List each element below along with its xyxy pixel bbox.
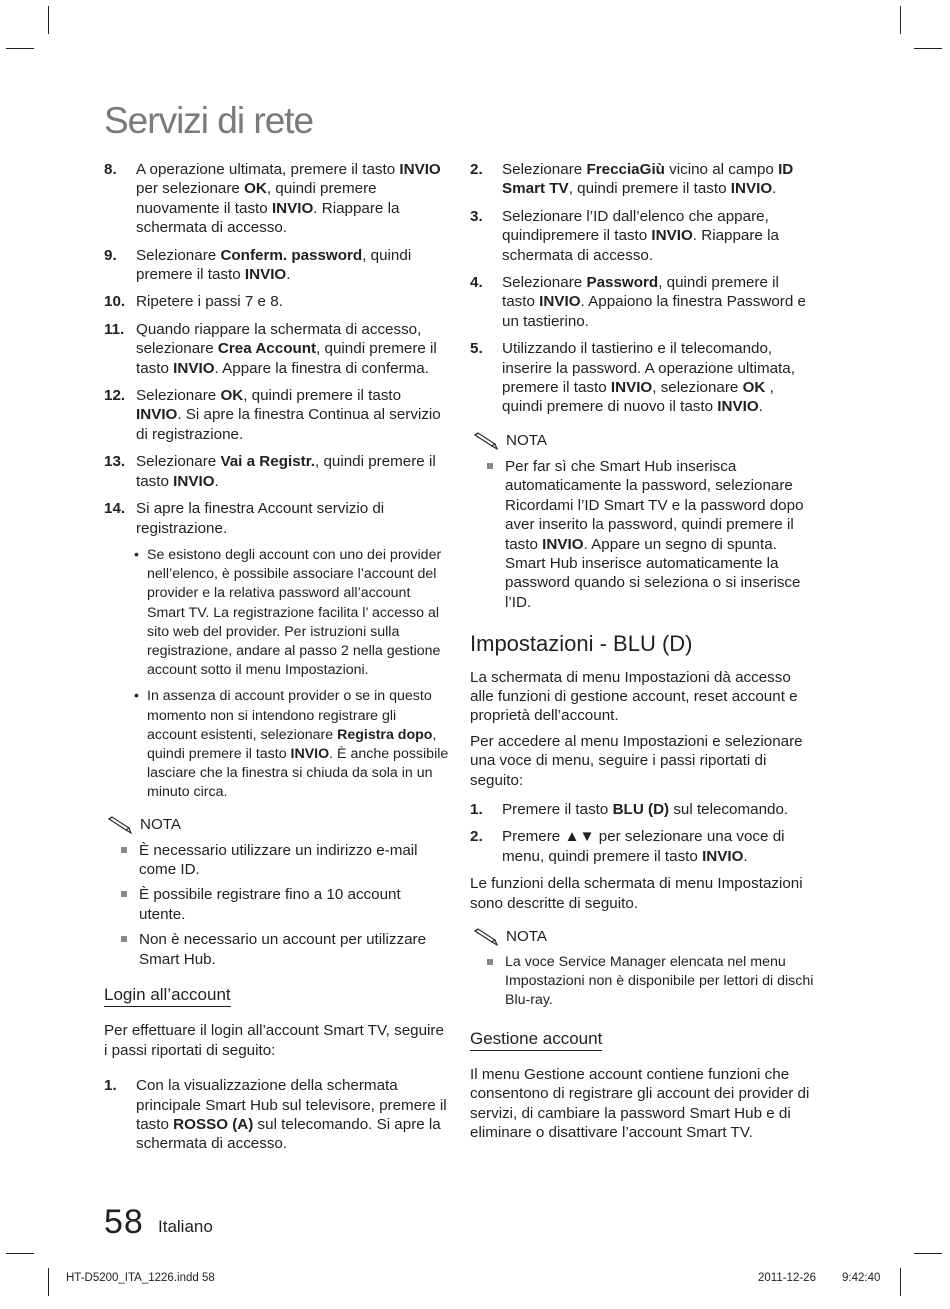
text-run: . Appare un segno di spunta. Smart Hub inserisce automaticamente la password quando si seleziona o si inserisce l’ID.	[505, 535, 801, 611]
square-bullet-icon	[121, 936, 127, 942]
text-run: , quindi premere il tasto	[568, 180, 731, 198]
text-run: , quindi premere di nuovo il tasto	[502, 379, 774, 416]
note-list	[104, 841, 449, 969]
page-language: Italiano	[158, 1217, 213, 1236]
bold-term: INVIO	[539, 293, 581, 311]
bold-term: INVIO	[730, 180, 773, 198]
step-text	[136, 387, 441, 443]
step-item	[104, 452, 449, 491]
step-text	[502, 828, 785, 864]
note-text	[505, 458, 804, 611]
text-run: . Appare la finestra di conferma.	[214, 359, 429, 377]
note-item	[104, 885, 449, 924]
slug-date: 2011-12-26	[758, 1272, 816, 1284]
step-text	[136, 161, 441, 236]
bold-term: INVIO	[173, 472, 215, 490]
steps-list	[470, 800, 815, 866]
page-title: Servizi di rete	[104, 100, 314, 141]
bold-term: Crea Account	[217, 340, 317, 358]
text-run: , quindi premere il tasto	[136, 453, 436, 490]
slug-file: HT-D5200_ITA_1226.indd 58	[66, 1272, 215, 1284]
step-item	[470, 827, 815, 866]
step-number: 8.	[104, 161, 117, 178]
bold-term: OK	[244, 180, 267, 198]
square-bullet-icon	[121, 847, 127, 853]
note-text: Non è necessario un account per utilizzare Smart Hub.	[139, 931, 427, 968]
note-text: È necessario utilizzare un indirizzo e-mail come ID.	[139, 841, 418, 878]
text-run: .	[214, 472, 219, 490]
left-column	[104, 160, 449, 1162]
step-number: 13.	[104, 453, 126, 471]
step-text	[136, 293, 283, 310]
step-item	[470, 339, 815, 417]
bold-term: FrecciaGiù	[586, 161, 665, 178]
bold-term: ▲▼	[564, 828, 595, 846]
text-run: Selezionare	[502, 274, 587, 292]
text-run: sul telecomando. Si apre la schermata di accesso.	[136, 1116, 441, 1153]
section-text: Le funzioni della schermata di menu Impostazioni sono descritte di seguito.	[470, 875, 803, 912]
step-item	[104, 386, 449, 444]
step-text	[136, 453, 436, 489]
text-run: .	[286, 266, 291, 284]
text-run: Premere il tasto	[502, 800, 613, 818]
bold-term: Registra dopo	[337, 726, 433, 743]
bold-term: INVIO	[173, 359, 215, 377]
note-label: NOTA	[506, 432, 548, 450]
step-item	[470, 800, 815, 819]
step-number: 2.	[470, 828, 483, 846]
bold-term: INVIO	[399, 161, 441, 178]
note-header	[470, 927, 815, 947]
text-run: , quindi premere il tasto	[136, 340, 437, 377]
text-run: Selezionare	[502, 161, 587, 178]
bold-term: ROSSO (A)	[173, 1116, 254, 1134]
step-item	[470, 273, 815, 331]
text-run: Ripetere i passi 7 e 8.	[136, 293, 283, 311]
bullet-text	[147, 688, 448, 800]
step-item	[104, 292, 449, 311]
step-text	[502, 340, 795, 415]
step-text	[136, 247, 411, 283]
bullet-item	[104, 687, 449, 802]
text-run: In assenza di account provider o se in questo momento non si intendono registrare gli account esistenti, selezionare	[147, 688, 432, 743]
step-text	[136, 1077, 447, 1152]
step-item	[104, 320, 449, 378]
text-run: Selezionare l’ID dall’elenco che appare, quindipremere il tasto	[502, 207, 769, 245]
note-item	[104, 930, 449, 969]
slug-time: 9:42:40	[842, 1272, 881, 1284]
steps-list	[104, 160, 449, 538]
bullet-item	[104, 546, 449, 680]
note-header	[470, 431, 815, 451]
text-run: . Riappare la schermata di accesso.	[502, 227, 779, 264]
bullet-text	[147, 547, 441, 678]
bold-term: BLU (D)	[612, 800, 670, 818]
text-run: Premere	[502, 828, 565, 846]
section-intro: La schermata di menu Impostazioni dà accesso alle funzioni di gestione account, reset account e proprietà dell’account.	[470, 668, 798, 725]
text-run: , quindi premere il tasto	[147, 726, 437, 762]
bold-term: INVIO	[651, 227, 693, 245]
crop-mark	[6, 1253, 34, 1254]
bold-term: OK	[742, 379, 766, 397]
crop-mark	[6, 48, 34, 49]
text-run: Per far sì che Smart Hub inserisca automaticamente la password, selezionare Ricordami l’ID Smart TV e la password dopo aver inserito la password, quindi premere il tasto	[505, 457, 804, 553]
crop-mark	[48, 6, 49, 34]
text-run: , quindi premere il tasto	[502, 274, 779, 311]
bold-term: Conferm. password	[220, 246, 363, 264]
bold-term: ID Smart TV	[502, 161, 794, 198]
gestione-heading: Gestione account	[470, 1029, 602, 1051]
section-heading: Impostazioni - BLU (D)	[470, 631, 693, 657]
step-item	[104, 1076, 449, 1154]
section-intro: Per accedere al menu Impostazioni e selezionare una voce di menu, seguire i passi riportati di seguito:	[470, 732, 803, 789]
bold-term: INVIO	[702, 847, 744, 865]
step-number: 10.	[104, 293, 126, 311]
login-intro: Per effettuare il login all’account Smart TV, seguire i passi riportati di seguito:	[104, 1022, 444, 1059]
text-run: per selezionare una voce di menu, quindi premere il tasto	[502, 828, 785, 865]
crop-mark	[914, 1253, 942, 1254]
step-number: 2.	[470, 161, 483, 178]
step-text	[502, 274, 806, 330]
text-run: , quindi premere il tasto	[136, 246, 412, 284]
bullet-dot-icon: •	[134, 546, 139, 563]
text-run: Si apre la finestra Account servizio di registrazione.	[136, 500, 385, 537]
step-text	[502, 208, 779, 264]
text-run: Utilizzando il tastierino e il telecomando, inserire la password. A operazione ultimata, premere il tasto	[502, 340, 795, 397]
square-bullet-icon	[487, 463, 493, 469]
step-number: 3.	[470, 207, 483, 225]
page-number: 58	[104, 1203, 144, 1241]
text-run: . È anche possibile lasciare che la finestra si chiuda da sola in un minuto circa.	[147, 745, 449, 801]
note-label: NOTA	[506, 928, 548, 946]
note-list	[470, 457, 815, 612]
step-text	[136, 321, 437, 377]
text-run: .	[772, 180, 777, 198]
crop-mark	[900, 1268, 901, 1296]
bold-term: Vai a Registr.	[220, 453, 315, 471]
text-run: Con la visualizzazione della schermata principale Smart Hub sul televisore, premere il tasto	[136, 1077, 447, 1134]
bold-term: INVIO	[271, 199, 314, 217]
text-run: per selezionare	[136, 180, 245, 198]
square-bullet-icon	[487, 959, 493, 965]
step-number: 1.	[470, 800, 483, 818]
text-run: A operazione ultimata, premere il tasto	[136, 161, 400, 178]
note-header	[104, 815, 449, 835]
step-text	[502, 161, 793, 197]
bold-term: Password	[586, 274, 659, 292]
right-column	[470, 160, 815, 1149]
steps-list	[104, 1076, 449, 1154]
step-item	[104, 160, 449, 238]
step-number: 11.	[104, 320, 125, 338]
text-run: .	[758, 398, 763, 416]
text-run: , quindi premere nuovamente il tasto	[136, 180, 377, 217]
bold-term: OK	[220, 387, 244, 405]
bold-term: INVIO	[542, 535, 584, 553]
text-run: sul telecomando.	[669, 800, 789, 818]
text-run: . Riappare la schermata di accesso.	[136, 199, 400, 237]
text-run: . Appaiono la finestra Password e un tastierino.	[502, 293, 806, 330]
step-number: 1.	[104, 1077, 117, 1095]
bold-term: INVIO	[136, 406, 178, 424]
note-list	[470, 953, 815, 1011]
gestione-text: Il menu Gestione account contiene funzioni che consentono di registrare gli account dei provider di servizi, di cambiare la password Smart Hub e di eliminare o disattivare l’account Smart TV.	[470, 1066, 810, 1142]
square-bullet-icon	[121, 891, 127, 897]
text-run: vicino al campo	[664, 161, 779, 178]
step-text	[136, 500, 384, 536]
step-number: 5.	[470, 340, 483, 358]
text-run: . Si apre la finestra Continua al servizio di registrazione.	[136, 406, 441, 443]
bold-term: INVIO	[717, 398, 759, 416]
step-text	[502, 801, 788, 818]
bold-term: INVIO	[610, 379, 653, 397]
text-run: Se esistono degli account con uno dei provider nell’elenco, è possibile associare l’account del provider e la relativa password all’account Smart TV. La registrazione facilita l’ accesso al sito web del provider. Per istruzioni sulla registrazione, andare al passo 2 nella gestione account sotto il menu Impostazioni.	[147, 546, 442, 679]
text-run: Selezionare	[136, 453, 221, 471]
step-number: 12.	[104, 387, 126, 405]
login-heading: Login all’account	[104, 985, 231, 1007]
crop-mark	[914, 48, 942, 49]
bold-term: INVIO	[290, 745, 330, 762]
step-number: 4.	[470, 274, 483, 292]
text-run: .	[743, 847, 748, 865]
pencil-icon	[106, 815, 136, 835]
crop-mark	[900, 6, 901, 34]
text-run: Quando riappare la schermata di accesso, selezionare	[136, 320, 422, 358]
step-item	[470, 160, 815, 199]
bullet-list	[104, 546, 449, 803]
step-number: 14.	[104, 500, 126, 518]
step-item	[104, 246, 449, 285]
text-run: Selezionare	[136, 246, 221, 264]
text-run: Selezionare	[136, 387, 221, 405]
step-number: 9.	[104, 246, 117, 264]
steps-list	[470, 160, 815, 417]
crop-mark	[48, 1268, 49, 1296]
text-run: , selezionare	[652, 379, 743, 397]
pencil-icon	[472, 431, 502, 451]
bullet-dot-icon: •	[134, 688, 139, 705]
pencil-icon	[472, 927, 502, 947]
step-item	[104, 499, 449, 538]
note-text: La voce Service Manager elencata nel menu Impostazioni non è disponibile per lettori di dischi Blu-ray.	[505, 954, 814, 1009]
bold-term: INVIO	[244, 266, 287, 284]
note-item	[104, 841, 449, 880]
note-item	[470, 457, 815, 612]
note-label: NOTA	[140, 815, 182, 833]
note-item	[470, 953, 815, 1011]
step-item	[470, 207, 815, 265]
text-run: , quindi premere il tasto	[243, 387, 402, 405]
note-text: È possibile registrare fino a 10 account utente.	[139, 886, 401, 923]
